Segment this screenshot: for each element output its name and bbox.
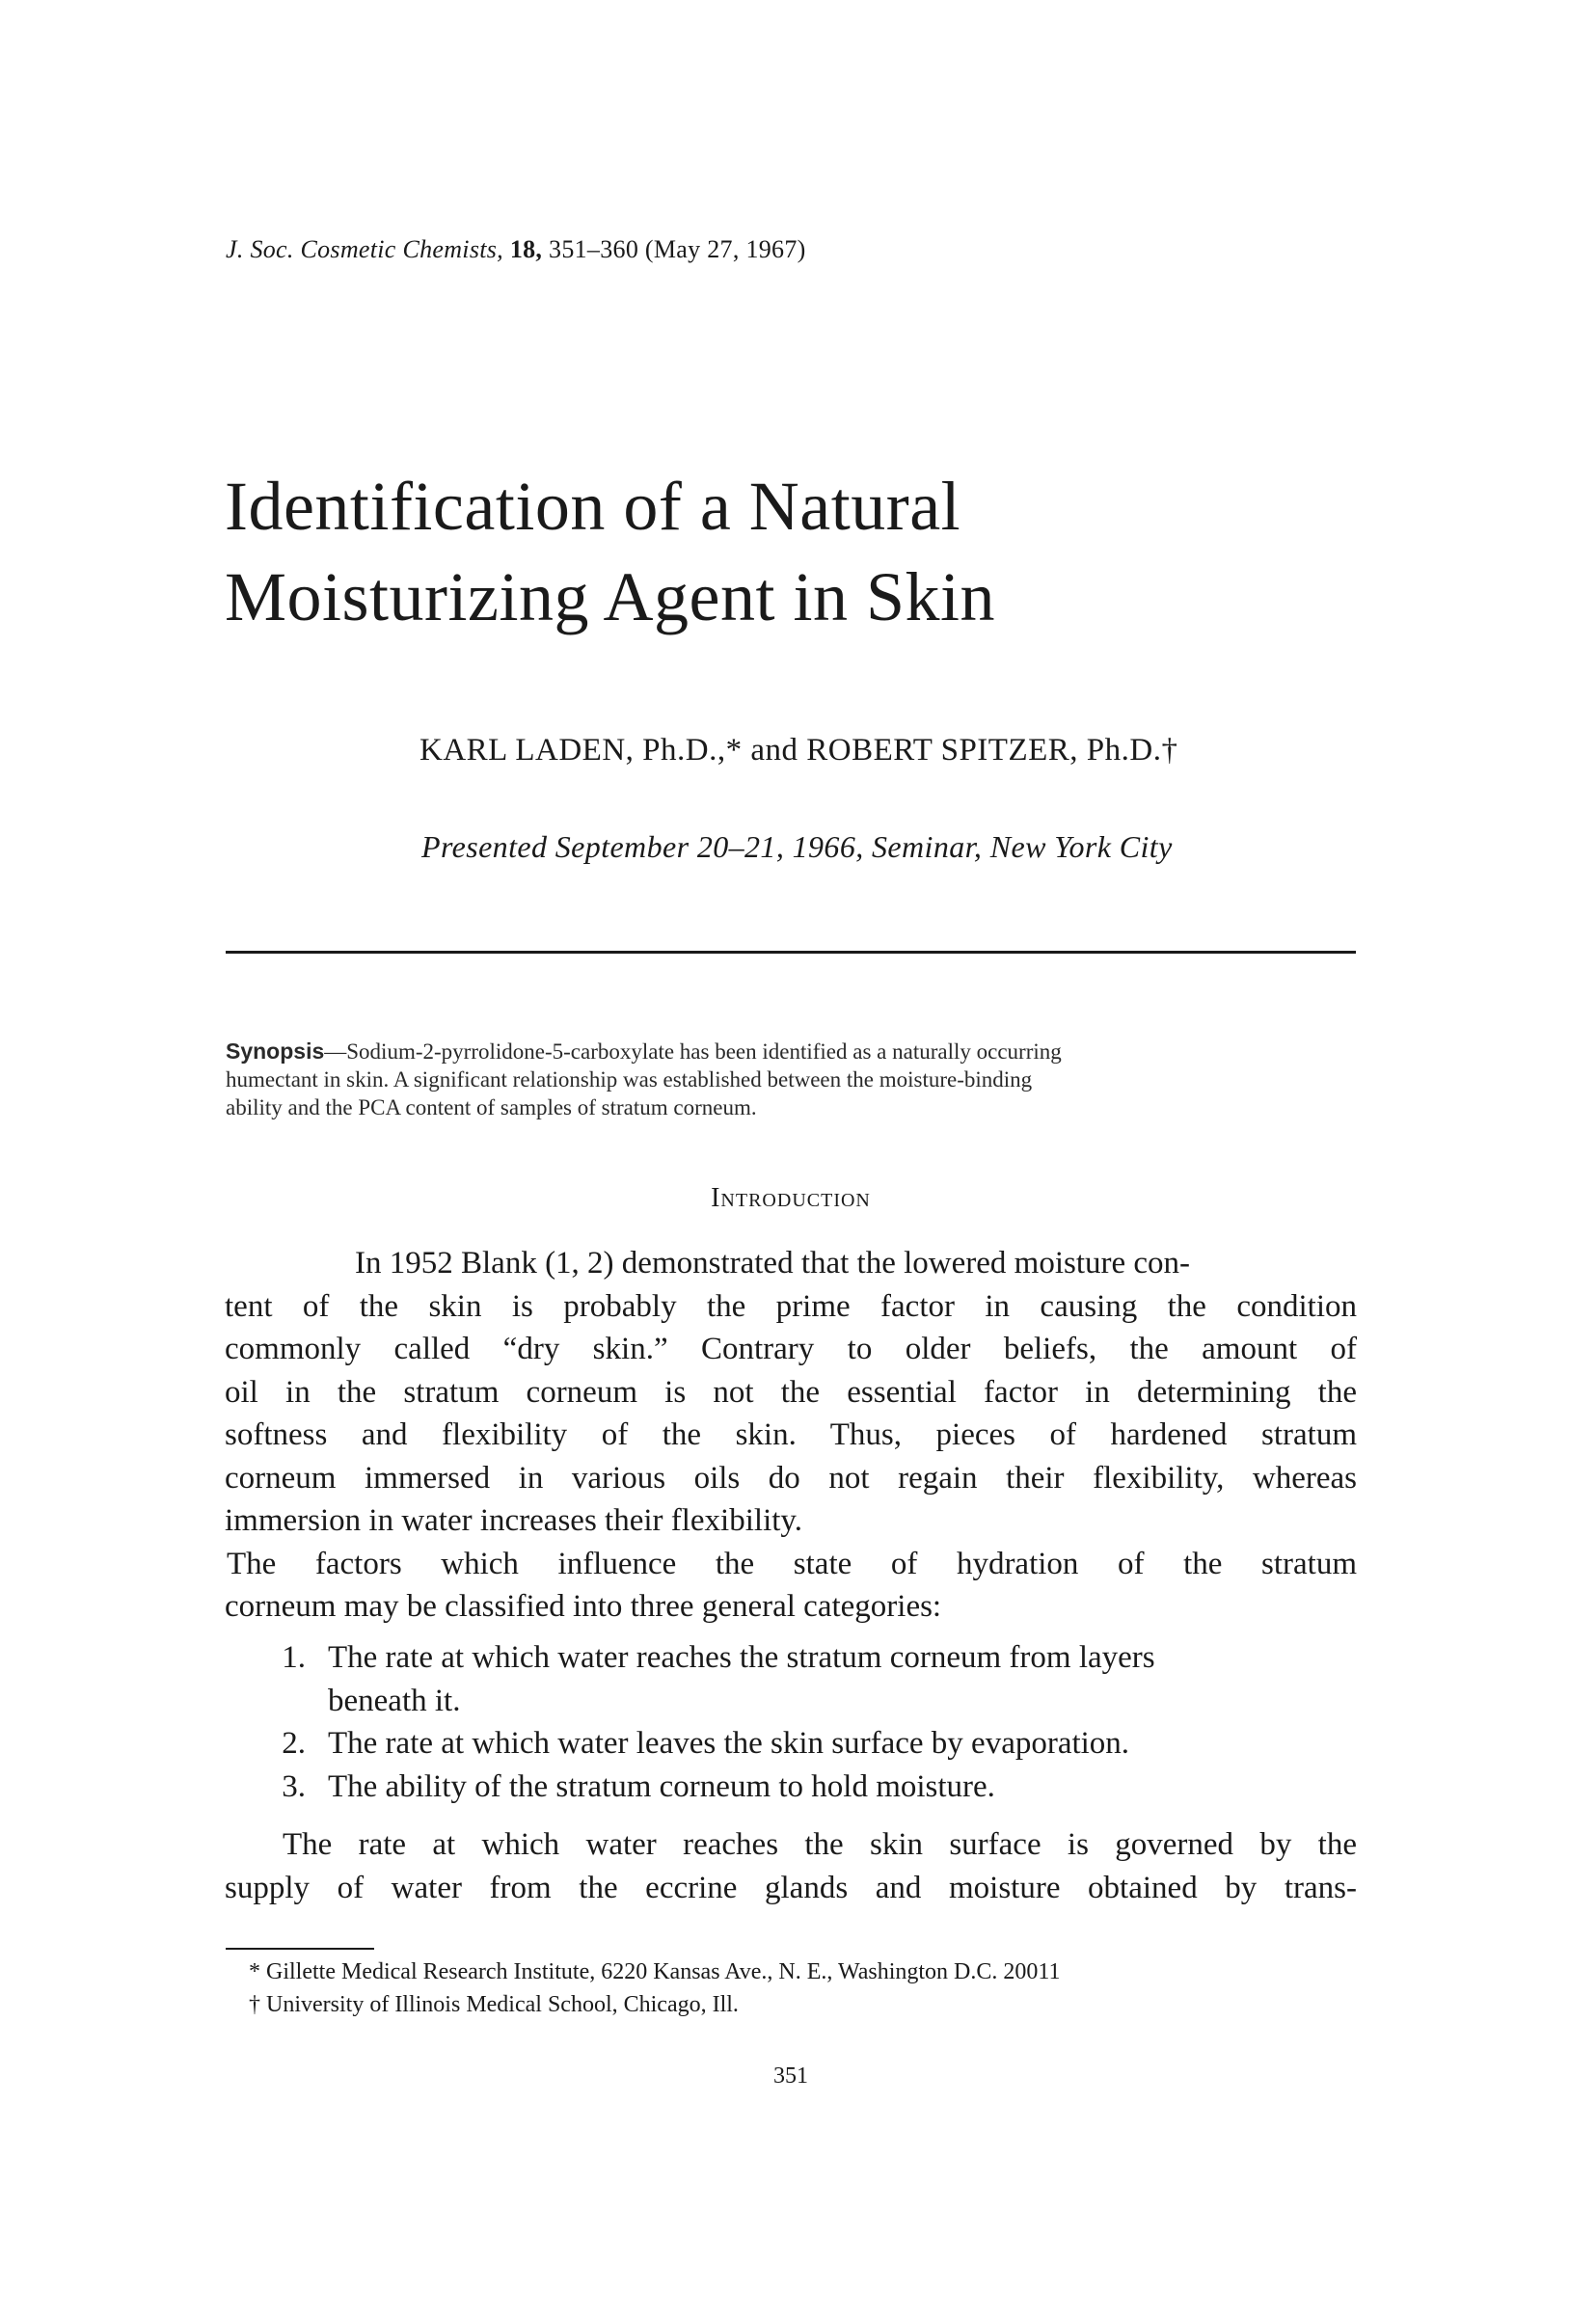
- paragraph-1-line-7: immersion in water increases their flexibility.: [225, 1503, 803, 1538]
- synopsis: [226, 1038, 1356, 1121]
- list-item: [225, 1766, 1357, 1809]
- paragraph-3-line-2: supply of water from the eccrine glands and moisture obtained by trans-: [225, 1870, 1357, 1905]
- list-item-line-1: The rate at which water reaches the stratum corneum from layers: [328, 1640, 1155, 1675]
- synopsis-line-1: [226, 1038, 1356, 1065]
- section-heading-introduction: Introduction: [711, 1183, 871, 1213]
- synopsis-line-3: ability and the PCA content of samples of stratum corneum.: [226, 1095, 757, 1119]
- journal-volume: 18,: [509, 235, 543, 263]
- title-line-2: Moisturizing Agent in Skin: [225, 558, 996, 635]
- paragraph-2-line-2: corneum may be classified into three general categories:: [225, 1589, 942, 1624]
- paragraph-1-line-5: softness and flexibility of the skin. Thus, pieces of hardened stratum: [225, 1417, 1357, 1452]
- footnote-1: * Gillette Medical Research Institute, 6220 Kansas Ave., N. E., Washington D.C. 20011: [249, 1959, 1061, 1984]
- paragraph-2-line-1: The factors which influence the state of hydration of the stratum: [227, 1546, 1357, 1581]
- journal-name: J. Soc. Cosmetic Chemists,: [226, 235, 503, 263]
- list-item-number: 2.: [282, 1726, 306, 1761]
- list-item-line-2: beneath it.: [328, 1683, 461, 1718]
- synopsis-line-2: humectant in skin. A significant relationship was established between the moisture-binding: [226, 1067, 1033, 1092]
- paragraph-1-line-3: commonly called “dry skin.” Contrary to older beliefs, the amount of: [225, 1332, 1357, 1366]
- list-item-number: 3.: [282, 1768, 306, 1804]
- list-item-text: The ability of the stratum corneum to hold moisture.: [328, 1768, 995, 1804]
- paragraph-1-line-1: In 1952 Blank (1, 2) demonstrated that the lowered moisture con-: [355, 1246, 1191, 1281]
- page-number: 351: [773, 2063, 808, 2089]
- list-item-text: [328, 1636, 1357, 1722]
- hydration-factor-list: [225, 1636, 1357, 1808]
- list-item-text: The rate at which water leaves the skin surface by evaporation.: [328, 1726, 1130, 1761]
- journal-reference: [226, 235, 806, 264]
- synopsis-text-1: —Sodium-2-pyrrolidone-5-carboxylate has been identified as a naturally occurring: [324, 1039, 1062, 1064]
- author-list: KARL LADEN, Ph.D.,* and ROBERT SPITZER, Ph.D.†: [419, 733, 1178, 768]
- title-divider: [226, 951, 1356, 954]
- list-item: [225, 1636, 1357, 1722]
- footnote-2: † University of Illinois Medical School, Chicago, Ill.: [249, 1992, 739, 2017]
- paragraph-1-line-6: corneum immersed in various oils do not regain their flexibility, whereas: [225, 1460, 1357, 1496]
- list-item: [225, 1722, 1357, 1766]
- synopsis-label: Synopsis: [226, 1038, 325, 1064]
- paragraph-1-line-4: oil in the stratum corneum is not the essential factor in determining the: [225, 1374, 1357, 1410]
- paragraph-1: [225, 1242, 1357, 1629]
- paragraph-3: [225, 1823, 1357, 1909]
- footnotes: [249, 1955, 1060, 2021]
- article-title: [225, 461, 1382, 642]
- title-line-1: Identification of a Natural: [225, 468, 961, 545]
- presented-note: Presented September 20–21, 1966, Seminar, New York City: [421, 829, 1173, 864]
- paragraph-1-line-2: tent of the skin is probably the prime factor in causing the condition: [225, 1288, 1357, 1324]
- paragraph-3-line-1: The rate at which water reaches the skin surface is governed by the: [283, 1827, 1357, 1862]
- footnote-divider: [226, 1948, 374, 1950]
- journal-pages-date: 351–360 (May 27, 1967): [549, 235, 806, 263]
- list-item-number: 1.: [282, 1640, 306, 1675]
